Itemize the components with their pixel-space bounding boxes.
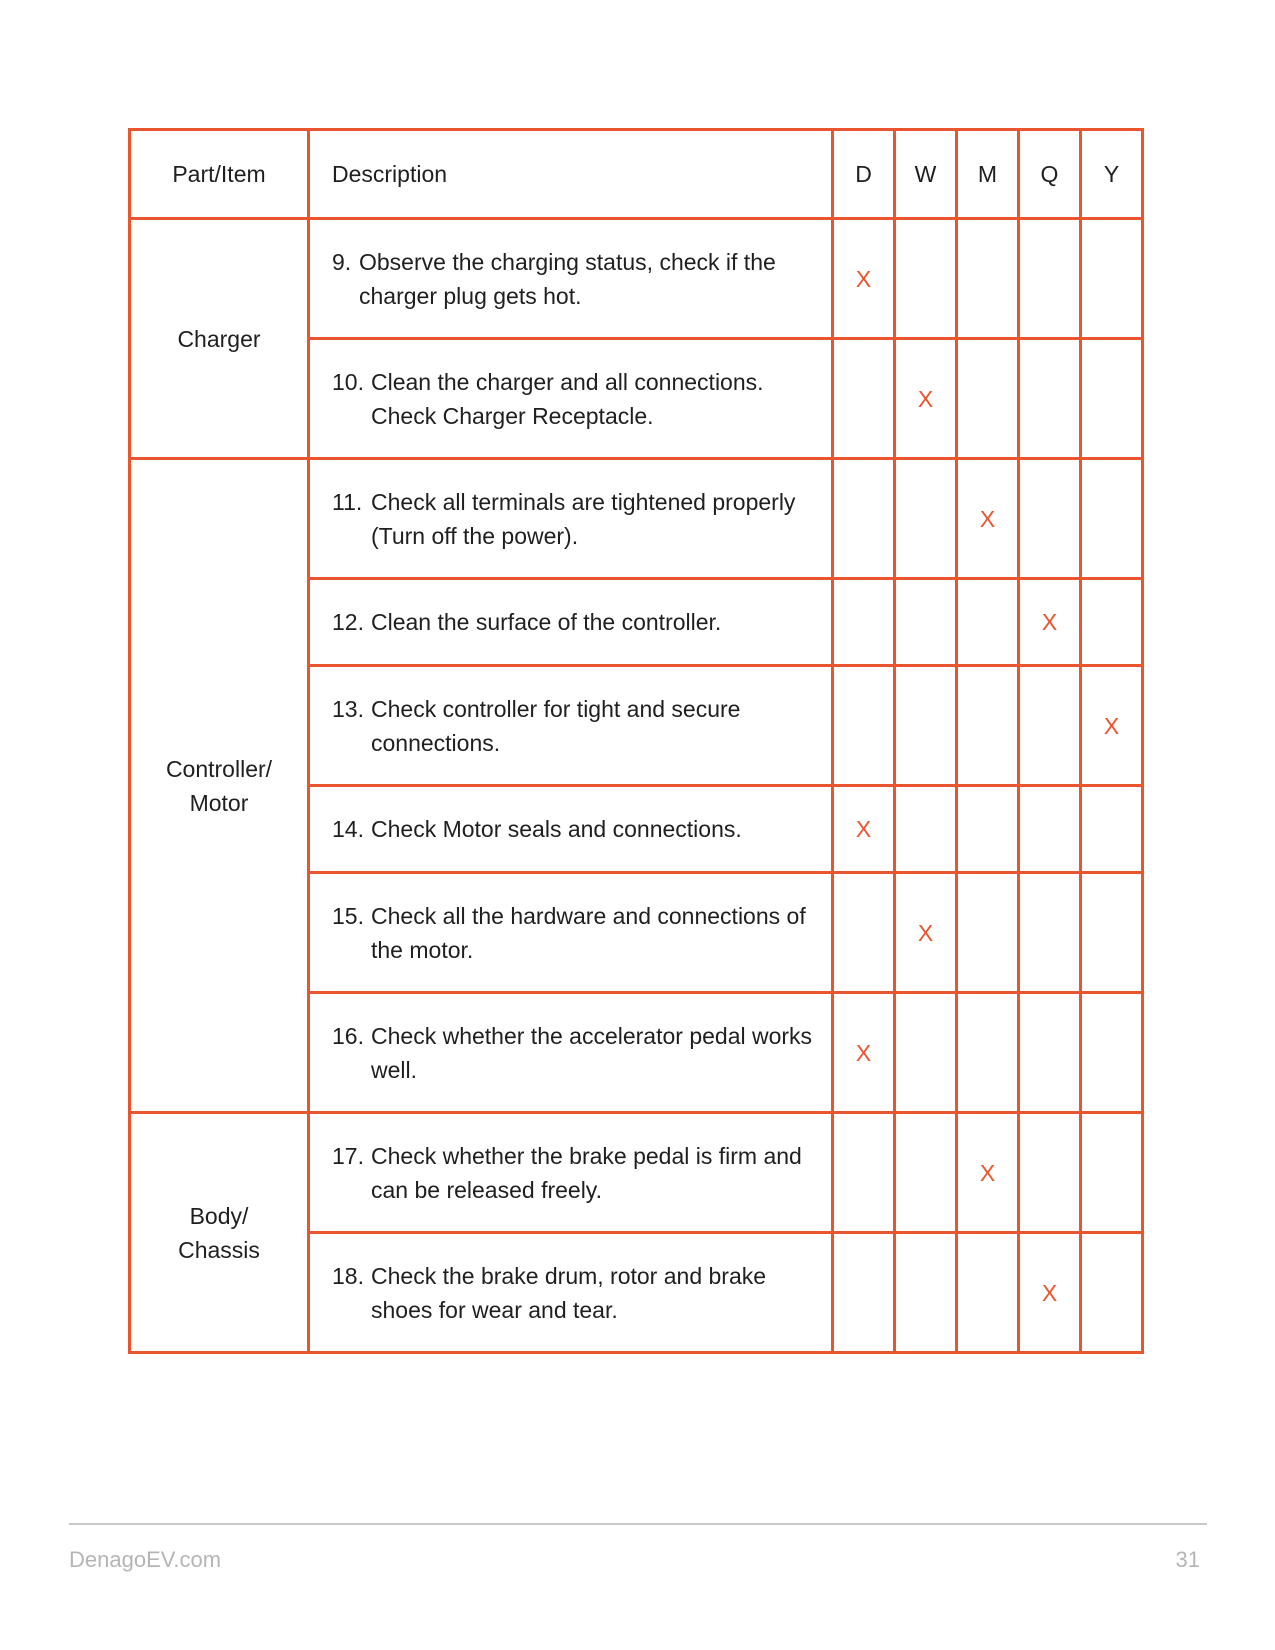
mark-cell-m [957,786,1019,873]
mark-cell-w [895,579,957,666]
header-quarterly: Q [1019,130,1081,219]
mark-cell-m [957,993,1019,1113]
mark-cell-y [1081,579,1143,666]
mark-cell-m [957,1113,1019,1233]
mark-cell-d [833,219,895,339]
frequency-mark: X [917,385,934,412]
mark-cell-q [1019,786,1081,873]
mark-cell-y [1081,339,1143,459]
mark-cell-m [957,339,1019,459]
item-number: 12. [332,609,364,635]
mark-cell-q [1019,1113,1081,1233]
mark-cell-q [1019,993,1081,1113]
mark-cell-w [895,459,957,579]
mark-cell-w [895,219,957,339]
group-body-chassis [130,1113,309,1353]
group-label: Charger [177,325,261,352]
group-controller-motor [130,459,309,1113]
mark-cell-d [833,993,895,1113]
item-number: 14. [332,816,364,842]
description-cell [309,873,833,993]
footer-divider [69,1523,1207,1525]
description-cell [309,459,833,579]
description-cell [309,1233,833,1353]
header-monthly: M [957,130,1019,219]
mark-cell-w [895,873,957,993]
header-weekly: W [895,130,957,219]
frequency-mark: X [979,1159,996,1186]
mark-cell-y [1081,873,1143,993]
mark-cell-d [833,1113,895,1233]
mark-cell-d [833,1233,895,1353]
description-cell [309,666,833,786]
item-number: 18. [332,1262,364,1289]
mark-cell-d [833,786,895,873]
frequency-mark: X [1103,712,1120,739]
mark-cell-d [833,459,895,579]
item-text: Check whether the brake pedal is firm and can be released freely. [371,1142,802,1203]
group-label: Controller/ [165,755,273,782]
item-text: Check all terminals are tightened properly (Turn off the power). [371,488,796,549]
mark-cell-y [1081,1113,1143,1233]
mark-cell-m [957,459,1019,579]
description-cell [309,993,833,1113]
mark-cell-q [1019,339,1081,459]
mark-cell-y [1081,219,1143,339]
description-cell [309,1113,833,1233]
group-label: Chassis [178,1236,260,1263]
mark-cell-d [833,579,895,666]
description-cell [309,579,833,666]
maintenance-table [128,128,1144,1354]
mark-cell-w [895,1233,957,1353]
item-text: Check whether the accelerator pedal works well. [371,1022,813,1083]
page-number: 31 [1175,1547,1200,1572]
frequency-mark: X [855,265,872,292]
frequency-mark: X [1041,609,1058,635]
mark-cell-y [1081,459,1143,579]
mark-cell-q [1019,219,1081,339]
frequency-mark: X [1041,1279,1058,1306]
mark-cell-m [957,1233,1019,1353]
item-number: 17. [332,1142,364,1169]
mark-cell-y [1081,1233,1143,1353]
mark-cell-y [1081,993,1143,1113]
mark-cell-d [833,666,895,786]
description-cell [309,339,833,459]
item-text: Observe the charging status, check if the charger plug gets hot. [359,248,776,309]
mark-cell-q [1019,459,1081,579]
mark-cell-d [833,339,895,459]
mark-cell-m [957,873,1019,993]
frequency-mark: X [979,505,996,532]
item-text: Clean the charger and all connections. Check Charger Receptacle. [371,368,764,429]
item-number: 13. [332,695,364,722]
item-number: 16. [332,1022,364,1049]
header-yearly: Y [1081,130,1143,219]
mark-cell-m [957,219,1019,339]
header-daily: D [833,130,895,219]
mark-cell-q [1019,1233,1081,1353]
frequency-mark: X [855,816,872,842]
mark-cell-q [1019,873,1081,993]
table-row [130,1113,1143,1233]
group-label: Body/ [189,1202,249,1229]
mark-cell-d [833,873,895,993]
mark-cell-q [1019,579,1081,666]
mark-cell-w [895,786,957,873]
item-text: Check controller for tight and secure connections. [371,695,741,756]
description-cell [309,786,833,873]
mark-cell-y [1081,666,1143,786]
frequency-mark: X [917,919,934,946]
table-row [130,459,1143,579]
item-number: 11. [332,488,363,515]
item-text: Check all the hardware and connections of the motor. [371,902,806,963]
description-cell [309,219,833,339]
table-row [130,219,1143,339]
mark-cell-m [957,579,1019,666]
mark-cell-w [895,1113,957,1233]
mark-cell-w [895,666,957,786]
item-number: 9. [332,248,352,275]
mark-cell-w [895,993,957,1113]
mark-cell-q [1019,666,1081,786]
frequency-mark: X [855,1039,872,1066]
group-charger [130,219,309,459]
item-text: Clean the surface of the controller. [371,609,722,635]
footer-website[interactable]: DenagoEV.com [69,1547,222,1572]
header-row [130,130,1143,219]
header-description: Description [309,130,833,219]
item-text: Check the brake drum, rotor and brake shoes for wear and tear. [371,1262,767,1323]
mark-cell-w [895,339,957,459]
mark-cell-y [1081,786,1143,873]
item-number: 15. [332,902,364,929]
item-text: Check Motor seals and connections. [371,816,742,842]
header-part: Part/Item [130,130,309,219]
mark-cell-m [957,666,1019,786]
item-number: 10. [332,368,364,395]
group-label: Motor [189,789,249,816]
